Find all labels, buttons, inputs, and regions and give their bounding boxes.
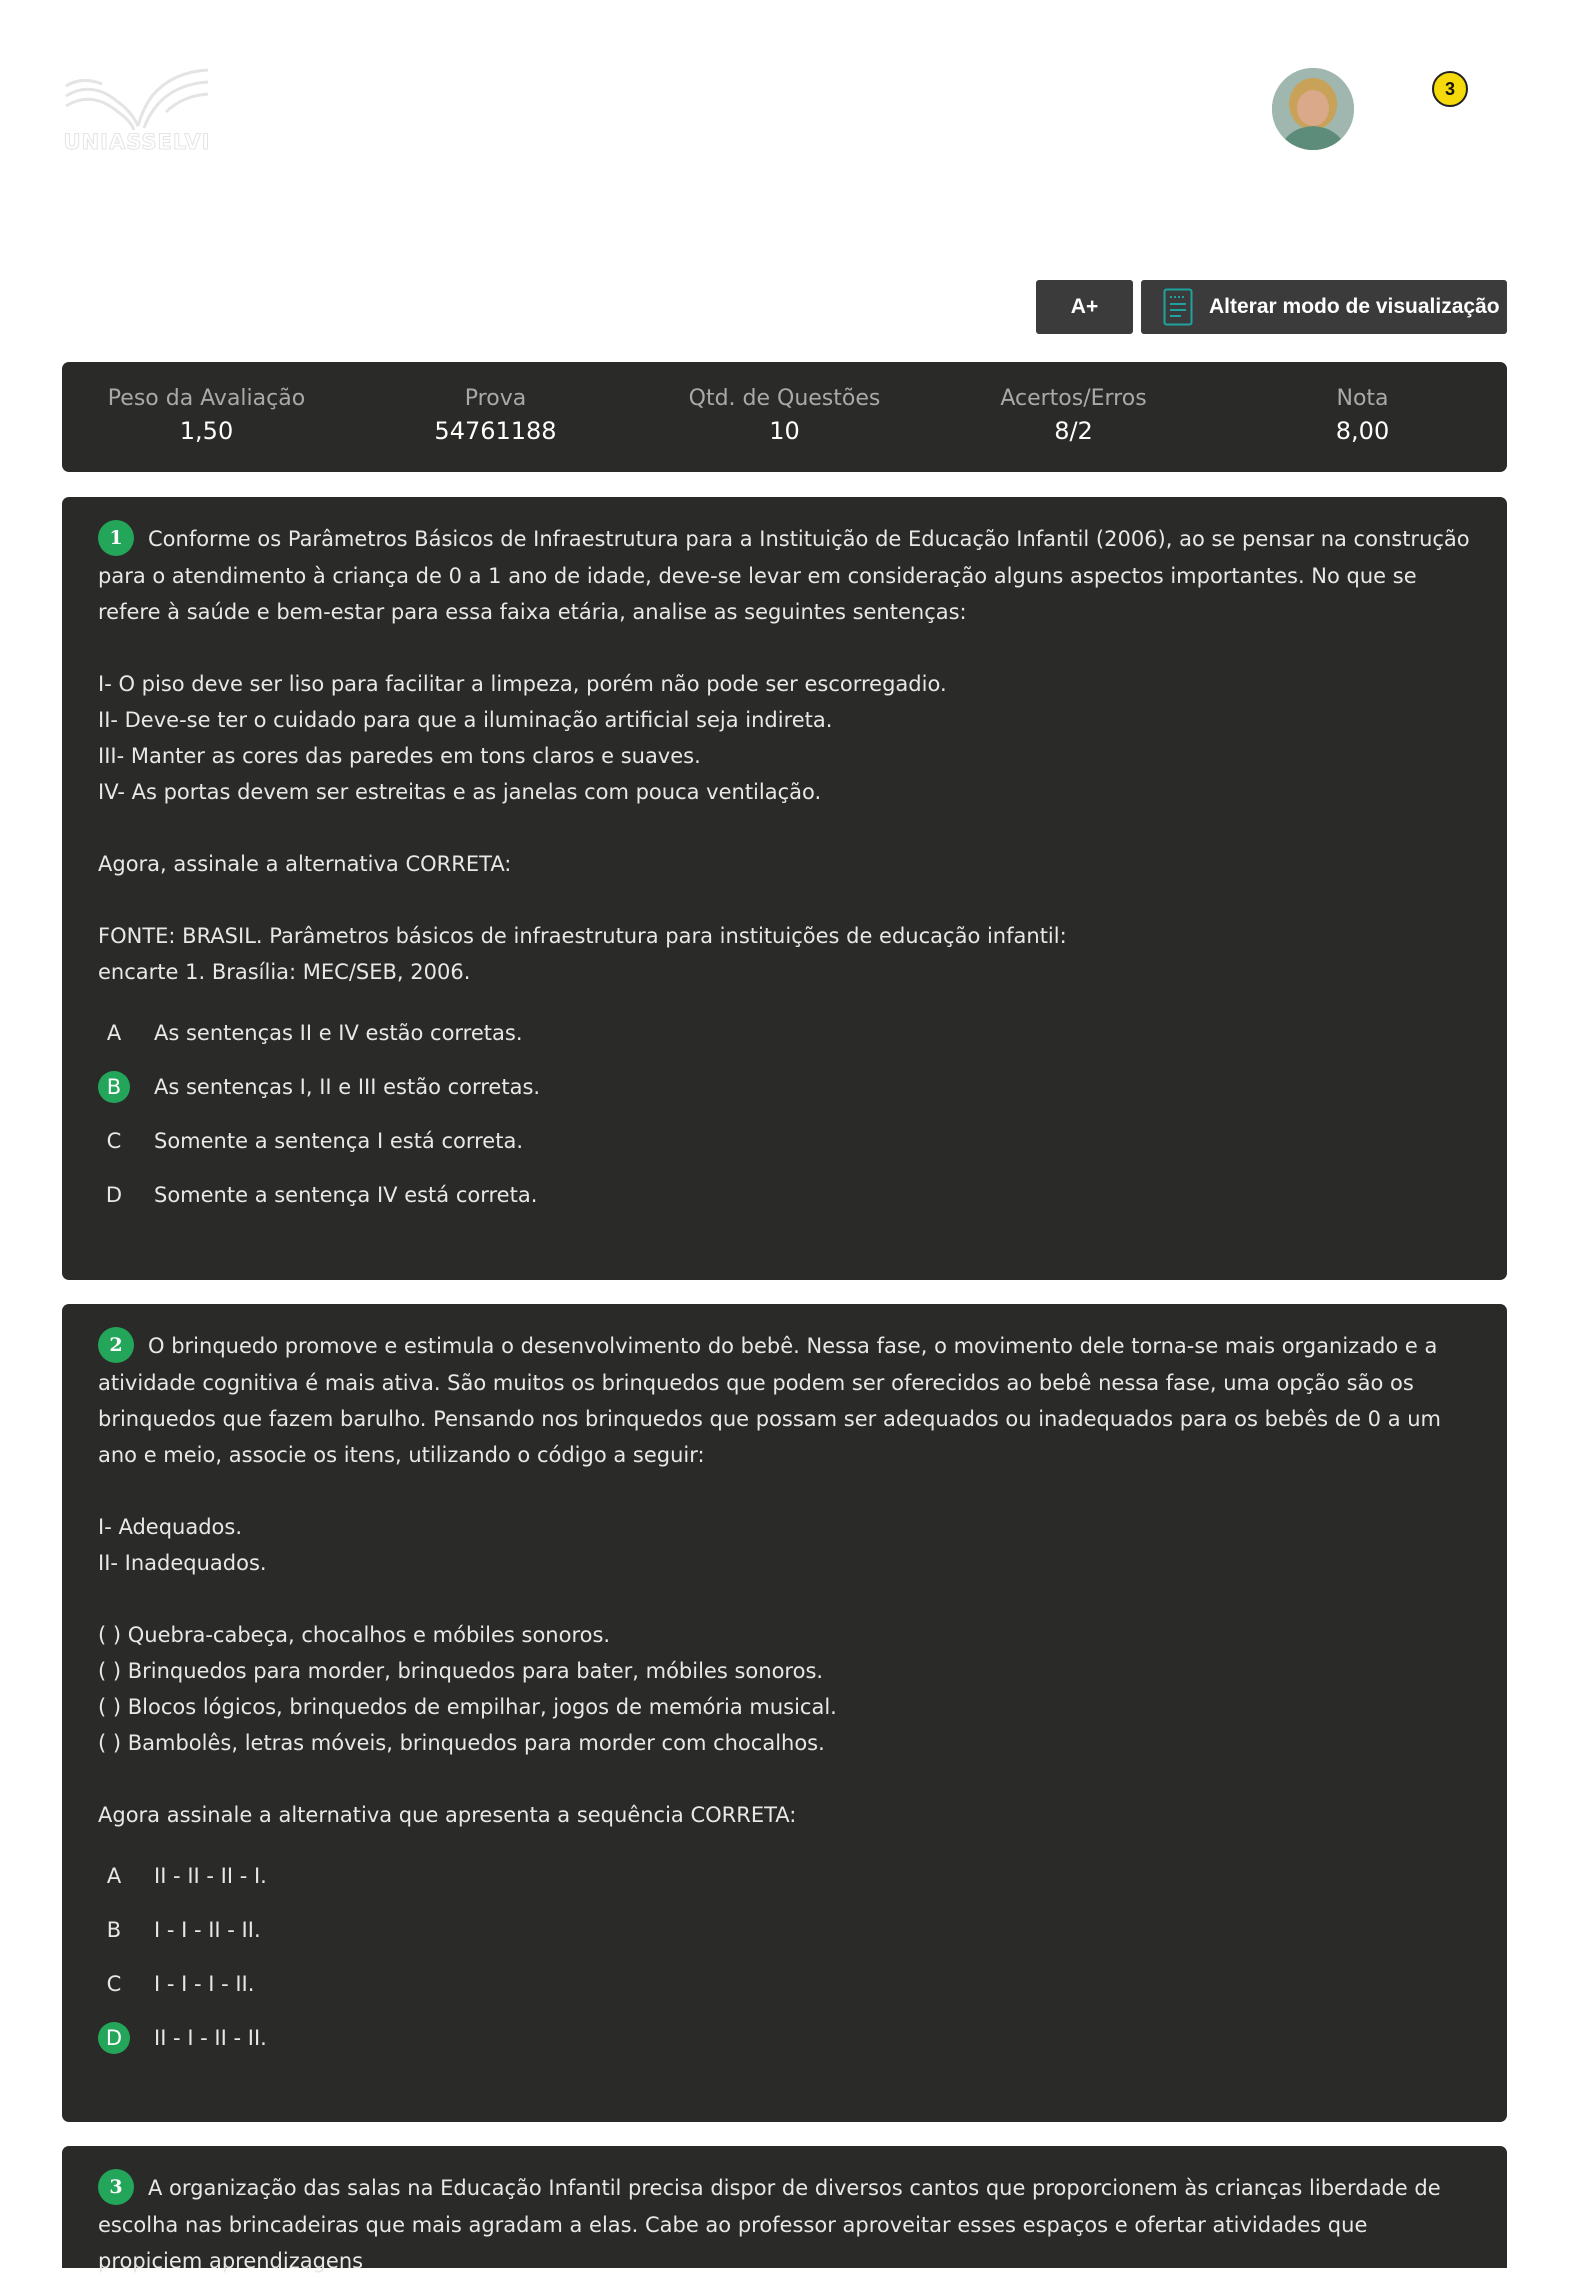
summary-value: 10 <box>769 417 800 445</box>
summary-exam-id <box>351 362 640 472</box>
question-intro <box>98 521 1471 630</box>
answer-option-c[interactable] <box>98 1957 1471 2011</box>
question-intro-text: A organização das salas na Educação Infantil precisa dispor de diversos cantos que proporcionem às crianças liberdade de escolha nas brincadeiras que mais agradam a elas. Cabe ao professor aproveitar esses espaços e ofertar atividades que propiciem aprendizagens <box>98 2176 1441 2273</box>
option-letter: C <box>106 1129 122 1153</box>
uniasselvi-logo[interactable] <box>62 66 212 158</box>
answer-option-b-selected[interactable] <box>98 1060 1471 1114</box>
option-letter: A <box>106 1021 122 1045</box>
question-prompt: Agora assinale a alternativa que apresenta a sequência CORRETA: <box>98 1803 797 1827</box>
avatar-photo-icon <box>1272 68 1354 150</box>
summary-hits-errors <box>929 362 1218 472</box>
option-text: I - I - II - II. <box>154 1918 261 1942</box>
answer-option-c[interactable] <box>98 1114 1471 1168</box>
increase-font-button[interactable]: A+ <box>1036 280 1133 334</box>
option-text: II - I - II - II. <box>154 2026 267 2050</box>
statement-item: IV- As portas devem ser estreitas e as janelas com pouca ventilação. <box>98 780 822 804</box>
change-view-mode-label: Alterar modo de visualização <box>1209 295 1500 318</box>
option-text: As sentenças I, II e III estão corretas. <box>154 1075 541 1099</box>
answer-option-a[interactable] <box>98 1006 1471 1060</box>
summary-question-count <box>640 362 929 472</box>
statement-item: II- Deve-se ter o cuidado para que a iluminação artificial seja indireta. <box>98 708 833 732</box>
option-letter-selected: B <box>98 1071 130 1103</box>
answer-option-b[interactable] <box>98 1903 1471 1957</box>
answer-option-a[interactable] <box>98 1849 1471 1903</box>
logo-book-icon <box>62 66 212 136</box>
question-card-2 <box>62 1304 1507 2122</box>
exam-summary-bar <box>62 362 1507 472</box>
option-text: Somente a sentença IV está correta. <box>154 1183 538 1207</box>
option-text: Somente a sentença I está correta. <box>154 1129 523 1153</box>
summary-label: Acertos/Erros <box>1000 386 1147 411</box>
statement-item: III- Manter as cores das paredes em tons claros e suaves. <box>98 744 701 768</box>
answer-option-d[interactable] <box>98 1168 1471 1222</box>
option-text: As sentenças II e IV estão corretas. <box>154 1021 523 1045</box>
logo-text: UNIASSELVI <box>63 130 211 154</box>
summary-value: 54761188 <box>434 417 557 445</box>
association-item: ( ) Blocos lógicos, brinquedos de empilhar, jogos de memória musical. <box>98 1695 837 1719</box>
question-card-1 <box>62 497 1507 1280</box>
question-card-3 <box>62 2146 1507 2273</box>
answer-option-d-selected[interactable] <box>98 2011 1471 2065</box>
option-letter: C <box>106 1972 122 1996</box>
question-source-line: FONTE: BRASIL. Parâmetros básicos de infraestrutura para instituições de educação infantil: <box>98 924 1067 948</box>
summary-label: Nota <box>1336 386 1389 411</box>
option-text: II - II - II - I. <box>154 1864 267 1888</box>
change-view-mode-button[interactable] <box>1141 280 1507 334</box>
summary-label: Prova <box>464 386 527 411</box>
question-number-badge: 1 <box>98 520 134 556</box>
summary-label: Peso da Avaliação <box>107 386 306 411</box>
option-letter: B <box>106 1918 122 1942</box>
answer-options <box>98 1849 1471 2065</box>
association-item: ( ) Bambolês, letras móveis, brinquedos para morder com chocalhos. <box>98 1731 825 1755</box>
question-intro <box>98 1328 1471 1473</box>
question-number-badge: 2 <box>98 1327 134 1363</box>
summary-label: Qtd. de Questões <box>688 386 881 411</box>
code-item: II- Inadequados. <box>98 1551 267 1575</box>
option-letter: A <box>106 1864 122 1888</box>
association-item: ( ) Quebra-cabeça, chocalhos e móbiles sonoros. <box>98 1623 611 1647</box>
option-text: I - I - I - II. <box>154 1972 255 1996</box>
statement-item: I- O piso deve ser liso para facilitar a limpeza, porém não pode ser escorregadio. <box>98 672 947 696</box>
question-intro-text: O brinquedo promove e estimula o desenvolvimento do bebê. Nessa fase, o movimento dele torna-se mais organizado e a atividade cognitiva é mais ativa. São muitos os brinquedos que podem ser oferecidos ao bebê nessa fase, uma opção são os brinquedos que fazem barulho. Pensando nos brinquedos que possam ser adequados ou inadequados para os bebês de 0 a um ano e meio, associe os itens, utilizando o código a seguir: <box>98 1334 1442 1467</box>
question-prompt: Agora, assinale a alternativa CORRETA: <box>98 852 512 876</box>
code-item: I- Adequados. <box>98 1515 242 1539</box>
document-view-icon <box>1163 288 1193 326</box>
question-number-badge: 3 <box>98 2169 134 2205</box>
summary-value: 1,50 <box>179 417 234 445</box>
notification-count-badge[interactable]: 3 <box>1432 71 1468 107</box>
summary-value: 8,00 <box>1335 417 1390 445</box>
option-letter: D <box>105 1183 123 1207</box>
summary-value: 8/2 <box>1054 417 1093 445</box>
answer-options <box>98 1006 1471 1222</box>
question-intro-text: Conforme os Parâmetros Básicos de Infraestrutura para a Instituição de Educação Infantil (2006), ao se pensar na construção para o atendimento à criança de 0 a 1 ano de idade, deve-se levar em consideração alguns aspectos importantes. No que se refere à saúde e bem-estar para essa faixa etária, analise as seguintes sentenças: <box>98 527 1470 624</box>
user-avatar[interactable] <box>1272 68 1354 150</box>
option-letter-selected: D <box>98 2022 130 2054</box>
summary-weight <box>62 362 351 472</box>
question-source-line: encarte 1. Brasília: MEC/SEB, 2006. <box>98 960 471 984</box>
association-item: ( ) Brinquedos para morder, brinquedos para bater, móbiles sonoros. <box>98 1659 824 1683</box>
summary-grade <box>1218 362 1507 472</box>
question-intro <box>98 2170 1471 2279</box>
